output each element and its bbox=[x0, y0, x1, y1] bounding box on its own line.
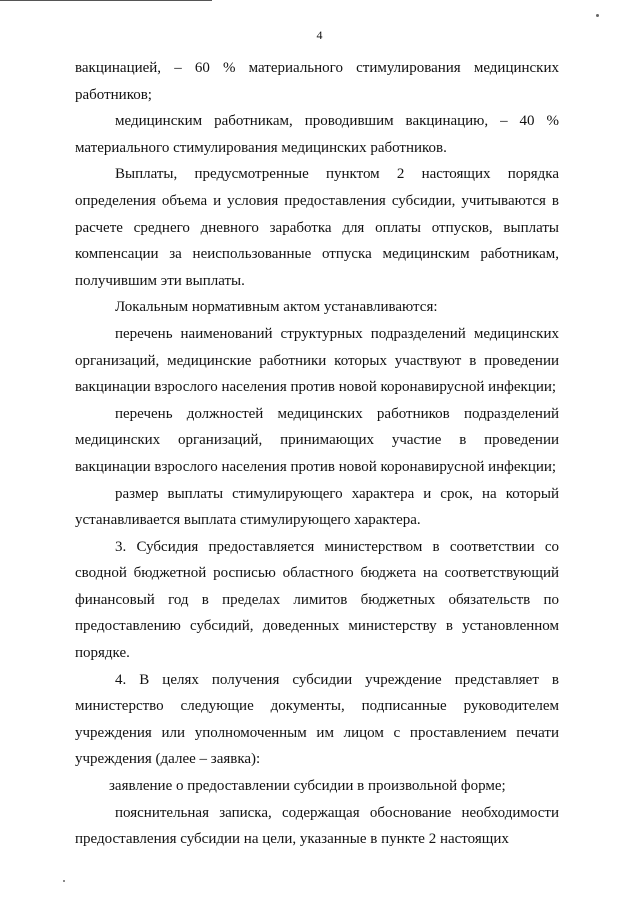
paragraph: 3. Субсидия предоставляется министерством в соответствии со сводной бюджетной росписью областного бюджета на соответствующий финансовый год в пределах лимитов бюджетных обязательств по предоставлению субсидий, доведенных министерству в установленном порядке. bbox=[75, 538, 559, 662]
paragraph: перечень должностей медицинских работников подразделений медицинских организаций, принимающих участие в проведении вакцинации взрослого населения против новой коронавирусной инфекции; bbox=[75, 405, 559, 475]
scan-edge-line bbox=[0, 0, 212, 1]
paragraph: вакцинацией, – 60 % материального стимулирования медицинских работников; bbox=[75, 60, 559, 103]
document-body bbox=[75, 55, 559, 853]
scan-speck bbox=[63, 880, 65, 882]
paragraph: медицинским работникам, проводившим вакцинацию, – 40 % материального стимулирования медицинских работников. bbox=[75, 113, 559, 156]
paragraph: Выплаты, предусмотренные пунктом 2 настоящих порядка определения объема и условия предоставления субсидии, учитываются в расчете среднего дневного заработка для оплаты отпусков, выплаты компенсации за неиспользованные отпуска медицинским работникам, получившим эти выплаты. bbox=[75, 166, 559, 289]
paragraph: пояснительная записка, содержащая обоснование необходимости предоставления субсидии на цели, указанные в пункте 2 настоящих bbox=[75, 804, 559, 848]
scan-speck bbox=[596, 14, 599, 17]
paragraph: заявление о предоставлении субсидии в произвольной форме; bbox=[109, 778, 506, 795]
paragraph: Локальным нормативным актом устанавливаются: bbox=[115, 299, 438, 316]
paragraph: перечень наименований структурных подразделений медицинских организаций, медицинские работники которых участвуют в проведении вакцинации взрослого населения против новой коронавирусной инфекции; bbox=[75, 325, 559, 396]
paragraph: размер выплаты стимулирующего характера и срок, на который устанавливается выплата стимулирующего характера. bbox=[75, 485, 559, 529]
paragraph: 4. В целях получения субсидии учреждение представляет в министерство следующие документы, подписанные руководителем учреждения или уполномоченным им лицом с проставлением печати учреждения (далее – заявка): bbox=[75, 671, 559, 768]
page-number: 4 bbox=[316, 28, 323, 42]
